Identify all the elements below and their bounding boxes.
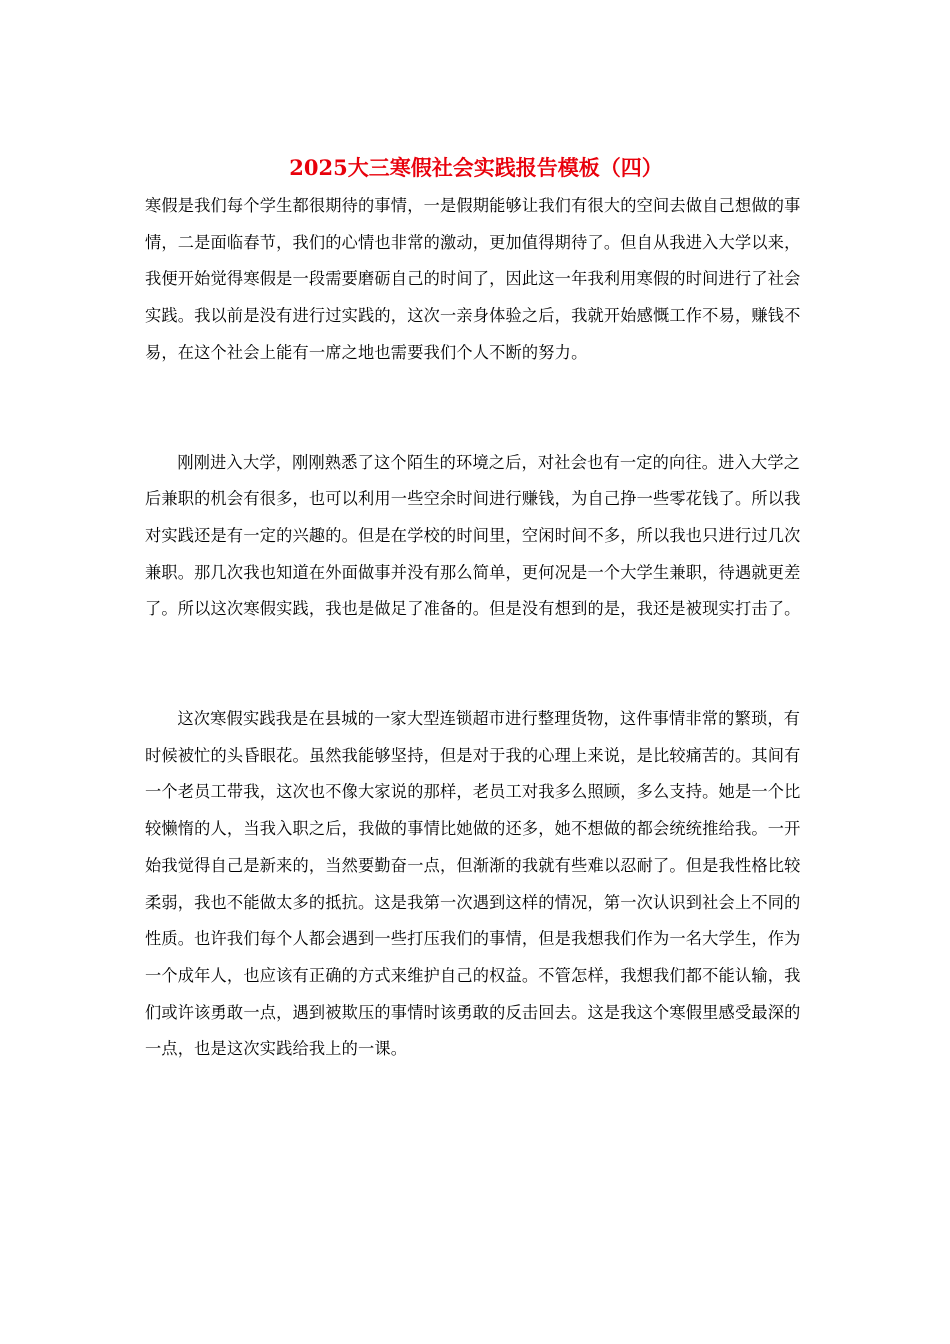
paragraph-gap xyxy=(145,372,807,445)
document-page xyxy=(145,148,807,1068)
paragraph-1: 寒假是我们每个学生都很期待的事情，一是假期能够让我们有很大的空间去做自己想做的事情，二是面临春节，我们的心情也非常的激动，更加值得期待了。但自从我进入大学以来，我便开始觉得寒假是一段需要磨砺自己的时间了，因此这一年我利用寒假的时间进行了社会实践。我以前是没有进行过实践的，这次一亲身体验之后，我就开始感慨工作不易，赚钱不易，在这个社会上能有一席之地也需要我们个人不断的努力。 xyxy=(145,196,801,362)
paragraph-2: 刚刚进入大学，刚刚熟悉了这个陌生的环境之后，对社会也有一定的向往。进入大学之后兼职的机会有很多，也可以利用一些空余时间进行赚钱，为自己挣一些零花钱了。所以我对实践还是有一定的兴趣的。但是在学校的时间里，空闲时间不多，所以我也只进行过几次兼职。那几次我也知道在外面做事并没有那么简单，更何况是一个大学生兼职，待遇就更差了。所以这次寒假实践，我也是做足了准备的。但是没有想到的是，我还是被现实打击了。 xyxy=(145,452,801,619)
paragraph-gap xyxy=(145,628,807,701)
paragraph-3: 这次寒假实践我是在县城的一家大型连锁超市进行整理货物，这件事情非常的繁琐，有时候被忙的头昏眼花。虽然我能够坚持，但是对于我的心理上来说，是比较痛苦的。其间有一个老员工带我，这次也不像大家说的那样，老员工对我多么照顾，多么支持。她是一个比较懒惰的人，当我入职之后，我做的事情比她做的还多，她不想做的都会统统推给我。一开始我觉得自己是新来的，当然要勤奋一点，但渐渐的我就有些难以忍耐了。但是我性格比较柔弱，我也不能做太多的抵抗。这是我第一次遇到这样的情况，第一次认识到社会上不同的性质。也许我们每个人都会遇到一些打压我们的事情，但是我想我们作为一名大学生，作为一个成年人，也应该有正确的方式来维护自己的权益。不管怎样，我想我们都不能认输，我们或许该勇敢一点，遇到被欺压的事情时该勇敢的反击回去。这是我这个寒假里感受最深的一点，也是这次实践给我上的一课。 xyxy=(145,709,801,1059)
document-title: 2025大三寒假社会实践报告模板（四） xyxy=(289,155,663,180)
